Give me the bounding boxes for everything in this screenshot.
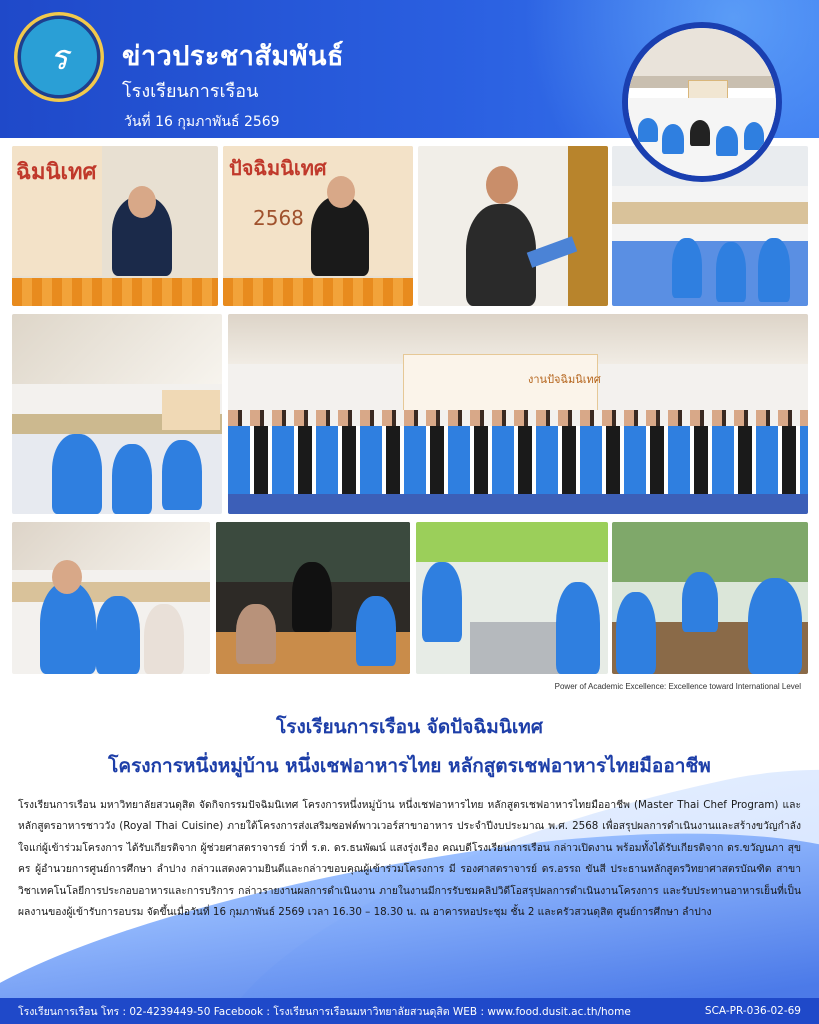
photo-students-3 [416,522,608,674]
photo-speaker-3 [418,146,608,306]
banner-text: ปัจฉิมนิเทศ [229,156,327,180]
footer-contact: โรงเรียนการเรือน โทร : 02-4239449-50 Facebook : โรงเรียนการเรือนมหาวิทยาลัยสวนดุสิต WEB : www.food.dusit.ac.th/home [18,1005,631,1018]
photo-group [228,314,808,514]
logo-ring [14,12,104,102]
photo-students-4 [612,522,808,674]
footer-bar [0,998,819,1024]
headline-line-2: โครงการหนึ่งหมู่บ้าน หนึ่งเชฟอาหารไทย หลักสูตรเชฟอาหารไทยมืออาชีพ [108,755,711,777]
photo-students-2 [216,522,410,674]
news-date: วันที่ 16 กุมภาพันธ์ 2569 [124,114,280,130]
news-body: โรงเรียนการเรือน มหาวิทยาลัยสวนดุสิต จัดกิจกรรมปัจฉิมนิเทศ โครงการหนึ่งหมู่บ้าน หนึ่งเชฟอาหารไทย หลักสูตรเชฟอาหารไทยมืออาชีพ (Master Thai Chef Program) และ หลักสูตรอาหารชาววัง (Royal Thai Cuisine) ภายใต้โครงการส่งเสริมซอฟต์พาวเวอร์สาขาอาหาร ประจำปีงบประมาณ พ.ศ. 2568 เพื่อสรุปผลการดำเนินงานและสร้างขวัญกำลังใจแก่ผู้เข้าร่วมโครงการ ได้รับเกียรติจาก ผู้ช่วยศาสตราจารย์ ว่าที่ ร.ต. ดร.ธนพัฒน์ แสงรุ่งเรือง คณบดีโรงเรียนการเรือน กล่าวเปิดงาน พร้อมทั้งได้รับเกียรติจาก ดร.ขวัญนภา สุขคร ผู้อำนวยการศูนย์การศึกษา ลำปาง กล่าวแสดงความยินดีและกล่าวขอบคุณผู้เข้าร่วมโครงการ มี รองศาสตราจารย์ ดร.อรรถ ขันสี ประธานหลักสูตรวิทยาศาสตรบัณฑิต สาขาวิชาเทคโนโลยีการประกอบอาหารและการบริการ กล่าวรายงานผลการดำเนินงาน ภายในงานมีการรับชมคลิปวิดีโอสรุปผลการดำเนินงานโครงการ และรับประทานอาหารเย็นที่เป็นผลงานของผู้เข้ารับการอบรม จัดขึ้นเมื่อวันที่ 16 กุมภาพันธ์ 2569 เวลา 16.30 – 18.30 น. ณ อาคารหอประชุม ชั้น 2 และครัวสวนดุสิต ศูนย์การศึกษา ลำปาง [18,799,801,919]
photo-hall-circle [622,22,782,182]
photo-audience-2 [12,314,222,514]
logo-emblem-icon: ร [18,16,100,98]
photo-speaker-1 [12,146,218,306]
photo-caption: Power of Academic Excellence: Excellence toward International Level [554,682,801,691]
headline-line-1: โรงเรียนการเรือน จัดปัจฉิมนิเทศ [276,716,543,738]
page-title: ข่าวประชาสัมพันธ์ [122,41,344,72]
university-logo [14,12,104,102]
banner-text: ฉิมนิเทศ [16,160,97,185]
page-subtitle: โรงเรียนการเรือน [122,81,259,102]
photo-speaker-2 [223,146,413,306]
photo-students-1 [12,522,210,674]
document-code: SCA-PR-036-02-69 [704,1005,801,1017]
banner-year: 2568 [253,206,304,230]
stage-banner: งานปัจฉิมนิเทศ [528,373,601,386]
